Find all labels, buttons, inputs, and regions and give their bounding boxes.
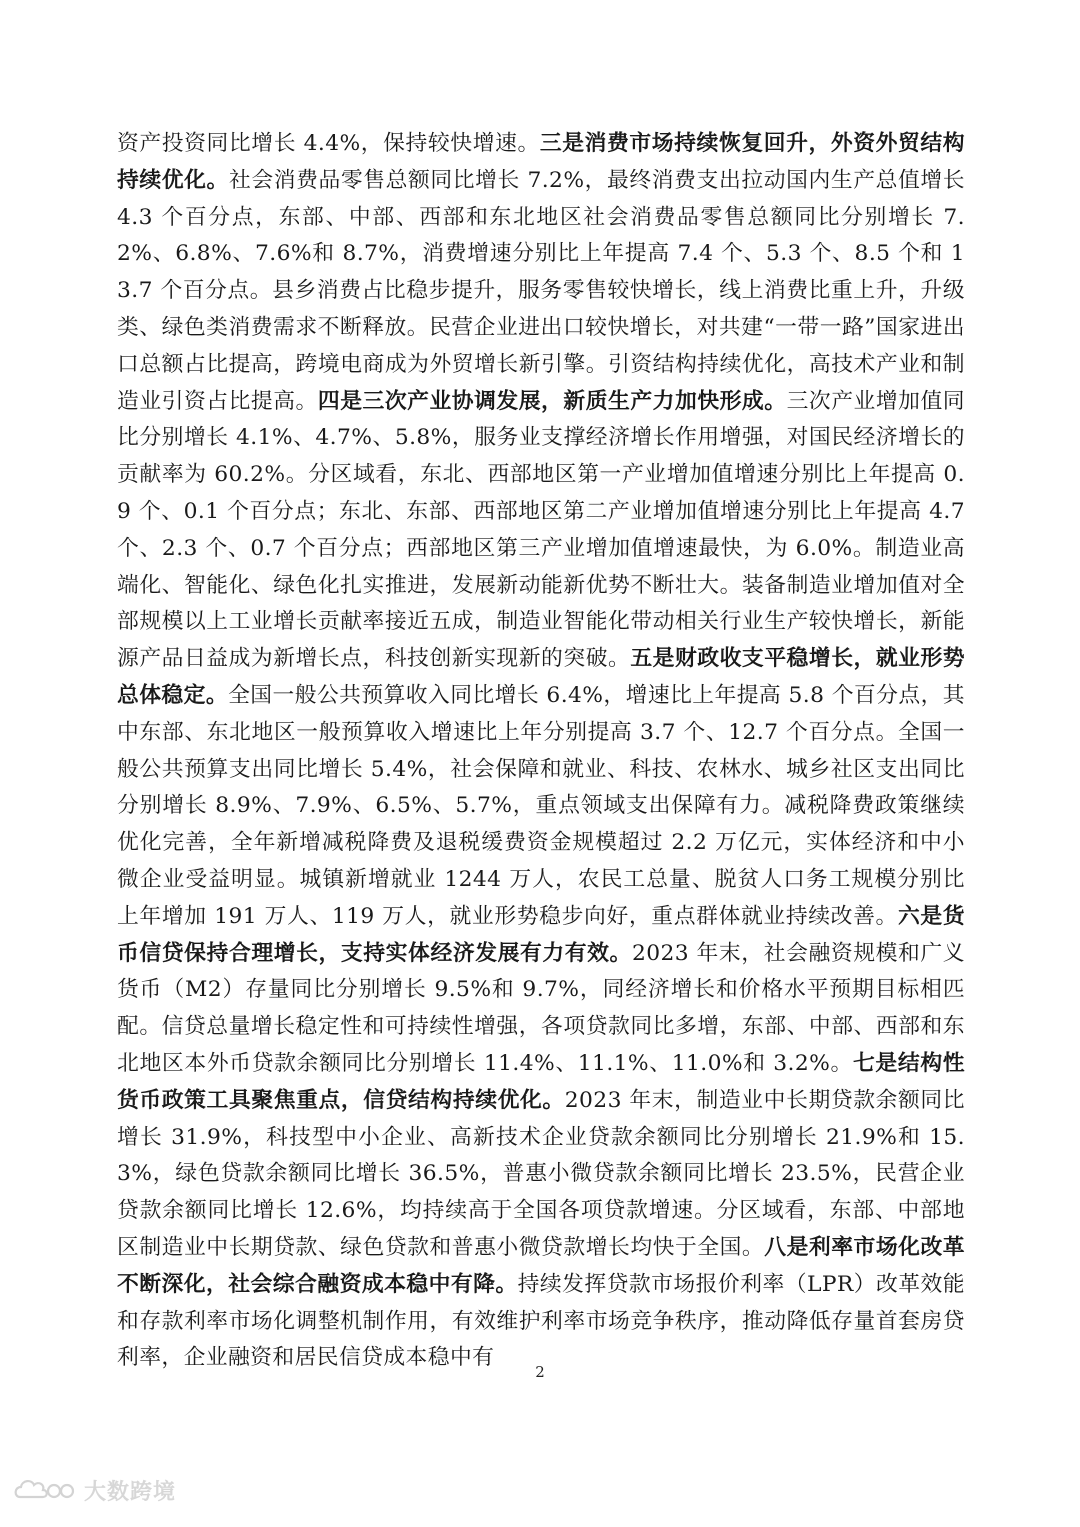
sentence: 三次产业增加值同比分别增长 4.1%、4.7%、5.8%，服务业支撑经济增长作用增强，对国民经济增长的贡献率为 60.2%。分区域看，东北、西部地区第一产业增加值增速分别比上年提高 0.9 个、0.1 个百分点；东北、东部、西部地区第二产业增加值增速分别比上年提高 4.7 个、2.3 个、0.7 个百分点；西部地区第三产业增加值增速最快，为 6.0%。制造业高端化、智能化、绿色化扎实推进，发展新动能新优势不断壮大。装备制造业增加值对全部规模以上工业增长贡献率接近五成，制造业智能化带动相关行业生产较快增长，新能源产品日益成为新增长点，科技创新实现新的突破。 <box>117 388 966 672</box>
page-number: 2 <box>535 1363 545 1381</box>
watermark <box>12 1470 176 1510</box>
bold-heading: 八是利率市场化改革不断深化，社会综合融资成本稳中有降。 <box>117 1234 965 1297</box>
watermark-text: 大数跨境 <box>84 1479 177 1505</box>
sentence: 持续发挥贷款市场报价利率（LPR）改革效能和存款利率市场化调整机制作用，有效维护利率市场竞争秩序，推动降低存量首套房贷利率，企业融资和居民信贷成本稳中有 <box>117 1271 965 1371</box>
sentence: 全国一般公共预算收入同比增长 6.4%，增速比上年提高 5.8 个百分点，其中东部、东北地区一般预算收入增速比上年分别提高 3.7 个、12.7 个百分点。全国一般公共预算支出同比增长 5.4%，社会保障和就业、科技、农林水、城乡社区支出同比分别增长 8.9%、7.9%、6.5%、5.7%，重点领域支出保障有力。减税降费政策继续优化完善，全年新增减税降费及退税缓费资金规模超过 2.2 万亿元，实体经济和中小微企业受益明显。城镇新增就业 1244 万人，农民工总量、脱贫人口务工规模分别比上年增加 191 万人、119 万人，就业形势稳步向好，重点群体就业持续改善。 <box>117 682 965 929</box>
bold-heading: 六是货币信贷保持合理增长，支持实体经济发展有力有效。 <box>117 903 965 966</box>
cloud-logo-icon <box>12 1475 76 1505</box>
sentence: 社会消费品零售总额同比增长 7.2%，最终消费支出拉动国内生产总值增长 4.3 个百分点，东部、中部、西部和东北地区社会消费品零售总额同比分别增长 7.2%、6.8%、7.6%和 8.7%，消费增速分别比上年提高 7.4 个、5.3 个、8.5 个和 13.7 个百分点。县乡消费占比稳步提升，服务零售较快增长，线上消费比重上升，升级类、绿色类消费需求不断释放。民营企业进出口较快增长，对共建“一带一路”国家进出口总额占比提高，跨境电商成为外贸增长新引擎。引资结构持续优化，高技术产业和制造业引资占比提高。 <box>117 167 965 414</box>
bold-heading: 七是结构性货币政策工具聚焦重点，信贷结构持续优化。 <box>117 1050 965 1113</box>
sentence: 资产投资同比增长 4.4%，保持较快增速。 <box>117 131 540 156</box>
body-paragraph <box>117 126 965 1377</box>
sentence: 2023 年末，制造业中长期贷款余额同比增长 31.9%，科技型中小企业、高新技术企业贷款余额同比分别增长 21.9%和 15.3%，绿色贷款余额同比增长 36.5%，普惠小微贷款余额同比增长 23.5%，民营企业贷款余额同比增长 12.6%，均持续高于全国各项贷款增速。分区域看，东部、中部地区制造业中长期贷款、绿色贷款和普惠小微贷款增长均快于全国。 <box>117 1087 965 1260</box>
bold-heading: 四是三次产业协调发展，新质生产力加快形成。 <box>317 388 787 414</box>
bold-heading: 五是财政收支平稳增长，就业形势总体稳定。 <box>117 646 965 708</box>
sentence: 2023 年末，社会融资规模和广义货币（M2）存量同比分别增长 9.5%和 9.7%，同经济增长和价格水平预期目标相匹配。信贷总量增长稳定性和可持续性增强，各项贷款同比多增，东部、中部、西部和东北地区本外币贷款余额同比分别增长 11.4%、11.1%、11.0%和 3.2%。 <box>117 940 965 1076</box>
bold-heading: 三是消费市场持续恢复回升，外资外贸结构持续优化。 <box>117 131 965 193</box>
